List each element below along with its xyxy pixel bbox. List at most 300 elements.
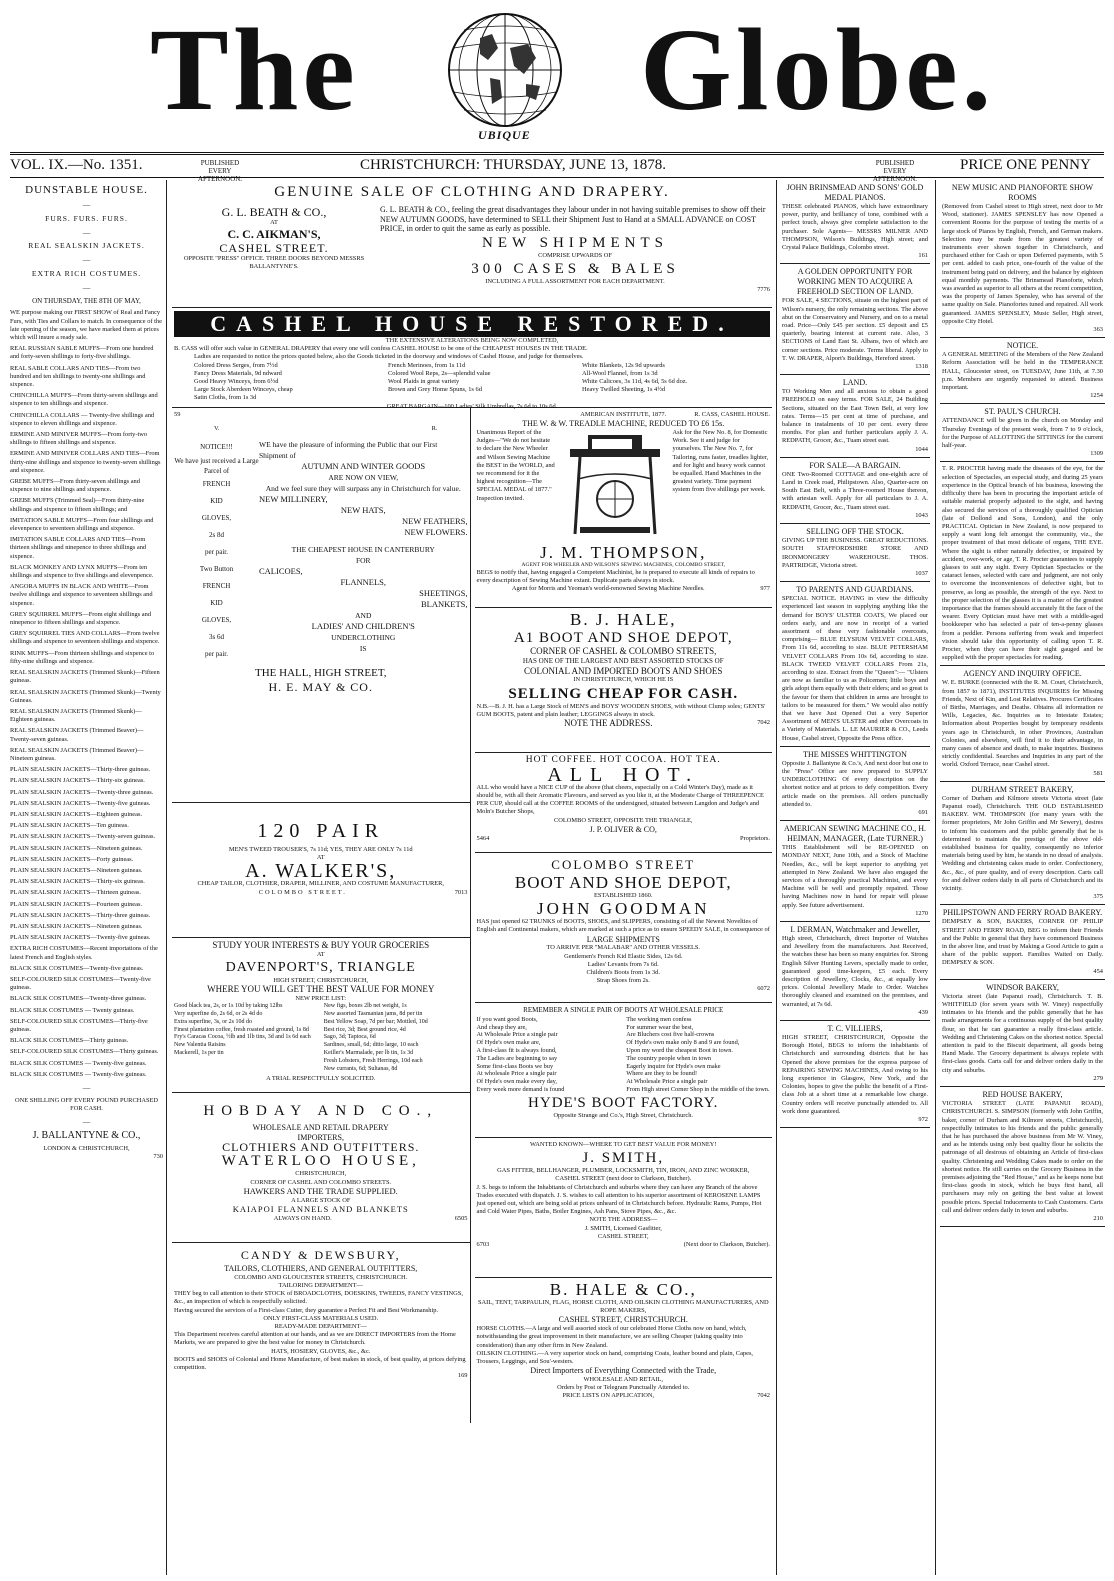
list-item: New Valentia Raisins [174,1042,226,1049]
cashel-list-right [582,362,770,403]
smith-sign: J. SMITH, Licensed Gasfitter, [584,1224,662,1232]
hyde-head: REMEMBER A SINGLE PAIR OF BOOTS AT WHOLESALE PRICE [523,1006,724,1014]
list-item: Best Yellow Soap, 7d per bar; Mottled, 10d [323,1018,428,1025]
list-item: New figs, boxes 2lb net weight, 1s [323,1003,407,1010]
list-item: GREY SQUIRREL TIES AND COLLARS—From twelve shillings and sixpence to seventeen shillings and sixpence. [10,630,160,646]
published-note-left: PUBLISHED EVERY AFTERNOON. [197,159,243,183]
list-item: IMITATION SABLE COLLARS AND TIES—From thirteen shillings and ninepence to three shillings and sixpence. [10,536,147,560]
hale-has: HAS ONE OF THE LARGEST AND BEST ASSORTED STOCKS OF [522,656,724,665]
advert-heading: I. DERMAN, Watchmaker and Jeweller, [790,925,920,935]
advert-body: THESE celebrated PIANOS, which have extraordinary power, purity, and brilliancy of tone, combined with a perfect touch, always give complete satisfaction to the purchaser. Sole Agents— MESSRS MILNER AND THOMPSON, Wilson's Buildings, High street; and Crystal Palace Buildings, Colombo street. [782,203,928,252]
hobday-stock: A LARGE STOCK OF [291,1196,351,1204]
list-item: PLAIN SEALSKIN JACKETS—Twenty-five guineas. [10,799,151,807]
list-item: Good Heavy Winceys, from 6½d [194,378,279,386]
advert-heading: AMERICAN SEWING MACHINE CO., H. HEIMAN, MANAGER, (Late TURNER.) [784,824,926,844]
bhale-firm: B. HALE & CO., [549,1280,697,1299]
intro-text: WE purpose making our FIRST SHOW of Real and Fancy Furs, with Ties and Collars to match. In consequence of the late opening of the season, we have marked them at prices which will insure a ready sale. [10,309,162,341]
classified-advert [780,922,930,1021]
goodman-est: ESTABLISHED 1860. [594,892,653,899]
list-item: BLACK SILK COSTUMES—Twenty-three guineas. [10,995,147,1003]
list-item: ANGORA MUFFS IN BLACK AND WHITE—From twelve shillings and sixpence to seventeen shillings and sixpence. [10,583,153,607]
davenport-list-right [324,1003,468,1073]
cashel-sub: THE EXTENSIVE ALTERATIONS BEING NOW COMPLETED, [385,337,559,344]
goodman-body: HAS just opened 62 TRUNKS of BOOTS, SHOES, and SLIPPERS, consisting of all the Newest Novelties of English and Continental makers, which are marked at such a price as to ensure SPEEDY SALE, in consequence of [476,918,770,934]
may-underclothing: UNDERCLOTHING [331,633,396,643]
advert-body: SPECIAL NOTICE. HAVING in view the difficulty experienced last season in supplying anything like the demand for BOYS' ULSTER COATS, We placed our orders early, and are now in receipt of a varied assortment of these very fashionable overcoats, comprising— BLUE ELYSIUM VELVET COLLARS, From 11s 6d, according to size. BLUE PETERSHAM VELVET COLLARS From 10s 6d, according to size. BLACK TWEED VELVET COLLARS From 21s, according to size. Extract from the "Queen":— "Ulsters are now as familiar to us as Policemen; little boys and girls adopt them equally with their elders; and so great is the favour for them that children in arms are brought to tailors to be measured for them." We would also notify that we have Just Opened Out a very Superior Assortment of MEN'S ULSTER and other Overcoats in a Variety of Materials. L. LE MAURIER & CO., Leeds House, Cashel street, Opposite the Press office. [782,595,928,742]
may-pleasure: WE have the pleasure of informing the Public that our First Shipment of [259,440,438,461]
cashel-list-left [194,362,382,403]
advert-number: 1318 [915,363,928,371]
firm-place: LONDON & CHRISTCHURCH, [43,1144,130,1152]
candy-only: ONLY FIRST-CLASS MATERIALS USED. [263,1314,379,1322]
hale-firm: B. J. HALE, [569,610,677,629]
advert-number: 581 [1093,769,1103,777]
candy-body-2: Having secured the services of a First-class Cutter, they guarantee a Perfect Fit and Best Workmanship. [174,1306,439,1314]
hobday-kaiapoi: KAIAPOI FLANNELS AND BLANKETS [232,1203,409,1214]
advert-number: 1254 [1090,392,1103,400]
list-item: For summer wear the best, [626,1023,694,1031]
may-gloves: GLOVES, [201,514,232,523]
may-for: FOR [355,556,371,566]
hyde-verse-left [477,1016,621,1094]
advert-body: Corner of Durham and Kilmore streets Victoria street (late Papanui road), Christchurch. THE OLD ESTABLISHED BAKERY. WM. THOMPSON (for many years with the former proprietors, Mr John Griffin and Mr Sewery), desires to inform his customers and the public generally that he is determined to maintain the prestige of the above old-established business for quality, consequently no inferior materials being used by him, he stands in no dread of analysis. Wedding and christening cakes made to order. Confectionery, &c., &c., of pure quality, and of every description. Carts call for and deliver orders daily in all parts of Christchurch and its vicinity. [942,794,1103,893]
jackets-heading: REAL SEALSKIN JACKETS. [28,241,145,251]
advert-number: 5464 [476,834,490,842]
opening-date: ON THURSDAY, THE 8TH OF MAY, [32,296,141,305]
column-center [172,180,772,1575]
advert-heading: LAND. [842,378,868,388]
classified-advert [940,338,1105,404]
walker-at: AT [316,854,325,862]
column-rule [166,180,167,1575]
list-item: REAL SEALSKIN JACKETS (Trimmed Skunk)—Fifteen guineas. [10,669,160,685]
list-item: If you want good Boots, [476,1015,538,1023]
advert-number: 59 [174,410,181,418]
classified-advert [940,180,1105,338]
list-item: BLACK SILK COSTUMES—Thirty guineas. [10,1037,129,1045]
advert-number: 1044 [915,445,928,453]
goodman-goods [477,953,771,986]
cashel-ladies: Ladies are requested to notice the prices quoted below, also the Goods ticketed in the doorway and windows of Cashel House, and judge for themselves. [194,353,584,361]
advert-body: Opposite J. Ballantyne & Co.'s, And next door but one to the "Press" Office are now prepared to SUPPLY UNDERCLOTHING Of every description on the shortest notice and at prices to defy competition. Every article made on the premises. All orders punctually attended to. [782,759,928,808]
may-view: ARE NOW ON VIEW, [328,473,399,483]
list-item: Upon my word the cheapest Boot in town. [626,1046,733,1054]
advert-number: 454 [1093,967,1103,975]
may-ladies: LADIES' AND CHILDREN'S [311,621,415,632]
advert-number: 730 [153,1153,163,1161]
list-item: GREBE MUFFS (Trimmed Seal)—From thirty-nine shillings and sixpence to fifteen shillings; and [10,497,145,513]
advert-heading: JOHN BRINSMEAD AND SONS' GOLD MEDAL PIANOS. [786,183,924,202]
list-item: And cheap they are, [476,1023,527,1031]
bhale-body-1: HORSE CLOTHS.—A large and well assorted stock of our celebrated Horse Cloths now on hand, which, notwithstanding the great improvement in their manufacture, we are selling Cheaper (taking quality into consideration) than any other firm in New Zealand. [476,1325,747,1349]
candy-ready: READY-MADE DEPARTMENT— [274,1323,367,1331]
list-item: New currants, 6d; Sultanas, 8d [323,1065,398,1072]
list-item: At Wholesale Price a single pair [626,1078,708,1086]
may-two-button: Two Button [199,565,234,574]
goodman-head-2: BOOT AND SHOE DEPOT, [514,873,732,892]
hale-colonial: COLONIAL AND IMPORTED BOOTS AND SHOES [524,665,723,676]
list-item: REAL SEALSKIN JACKETS (Trimmed Beaver)—Nineteen guineas. [10,746,144,762]
advert-body: THIS Establishment will be RE-OPENED on MONDAY NEXT, June 10th, and a Stock of Machine Needles, &c., will be kept superior to anything yet attempted in New Zealand. We have also engaged the services of a thoroughly practical Machinist, and every Machine will be well and promptly repaired. Those having Machines now in hand for repair will please apply. See future advertisement. [782,844,928,909]
may-sheetings: SHEETINGS, [419,588,468,599]
hobday-clothiers: CLOTHIERS AND OUTFITTERS. [222,1139,420,1154]
may-flowers: NEW FLOWERS. [404,527,468,538]
advert-hyde [475,1003,773,1138]
list-item: Colored Dress Serges, from 7½d [194,361,278,369]
list-item: Good black tea, 2s, or 1s 10d by taking 12lbs [174,1003,283,1010]
advert-number: 7776 [757,286,770,294]
list-item: PLAIN SEALSKIN JACKETS—Twenty-three guineas. [10,788,154,796]
smith-street: CASHEL STREET, [597,1232,649,1240]
list-item: From High street Corner Shop in the middle of the town. [626,1085,770,1093]
advert-walker [172,803,470,938]
list-item: EXTRA RICH COSTUMES—Recent importations of the latest French and English styles. [10,945,158,961]
column-four [780,180,930,1575]
thompson-firm: J. M. THOMPSON, [540,543,707,562]
advert-body: GIVING UP THE BUSINESS. GREAT REDUCTIONS. SOUTH STAFFORDSHIRE STORE AND IRONMONGERY WAREHOUSE. THOS. PARTRIDGE, Victoria street. [782,537,928,569]
list-item: Large Stock Aberdeen Winceys, cheap [194,386,293,394]
davenport-where: WHERE YOU WILL GET THE BEST VALUE FOR MONEY [207,984,435,995]
list-item: Children's Boots from 1s 3d. [586,969,660,977]
hobday-type: WHOLESALE AND RETAIL DRAPERY [252,1123,389,1132]
advert-heading: FOR SALE—A BARGAIN. [809,460,901,470]
classified-advert [940,462,1105,666]
candy-boots: BOOTS and SHOES of Colonial and Home Manufacture, of best makes in stock, of best quality, at prices defying competition. [174,1355,466,1372]
davenport-list-left [174,1003,318,1073]
advert-number: 1037 [915,569,928,577]
smith-body: J. S. begs to inform the Inhabitants of Christchurch and suburbs where they can have any Branch of the above Trades executed with dispatch. J. S. wishes to call attention to his superior assortment of KEROSENE LAMPS just opened out, which are being sold at prices unheard of in Christchurch before. Hydraulic Rams, Pumps, Hot and Cold Water Pipes, Baths, Boiler Engines, Ash Pans, Stove Pipes, &c., &c. [476,1183,762,1216]
classified-advert [940,782,1105,906]
list-item: PLAIN SEALSKIN JACKETS—Thirty-six guineas. [10,777,145,785]
list-item: PLAIN SEALSKIN JACKETS—Ten guineas. [10,822,129,830]
list-item: SELF-COLOURED SILK COSTUMES—Thirty guineas. [10,1048,159,1056]
smith-trade: GAS FITTER, BELLHANGER, PLUMBER, LOCKSMITH, TIN, IRON, AND ZINC WORKER, [497,1167,750,1175]
center-right-half [471,408,773,1423]
beath-body: G. L. BEATH & CO., feeling the great disadvantages they labour under in not having suitable premises to show off their NEW AUTUMN GOODS, have determined to SELL their Shipment Just to Hand at a SMALL ADVANCE on COST PRICE, in order to quit the same as early as possible. [380,205,766,234]
advert-davenport [172,938,470,1093]
cashel-body: B. CASS will offer such value in GENERAL DRAPERY that every one will confess CASHEL HOUSE to be one of the CHEAPEST HOUSES IN THE TRADE. [174,345,588,353]
list-item: French Merinoes, from 1s 11d [388,361,466,369]
advert-body: HIGH STREET, CHRISTCHURCH, Opposite the Borough Hotel, BEGS to inform the inhabitants of Christchurch and surrounding districts that he has Opened the above premises for the express purpose of REPAIRING SEWING MACHINES, And owing to his long experience in Glasgow, New York, and the Colonies, hopes to give the public the benefit of a First-class Job at a short time at a remarkable low charge. Country orders will receive punctually attended to. All work done guaranteed. [782,1034,928,1115]
may-received: We have just received a Large Parcel of [174,457,259,476]
may-kid: KID [210,497,223,506]
classified-advert [940,666,1105,781]
list-item: RINK MUFFS—From thirteen shillings and sixpence to fifty-nine shillings and sixpence. [10,649,155,665]
list-item: Fresh Lobsters, Fresh Herrings, 10d each [323,1057,423,1064]
smith-address: CASHEL STREET (next door to Clarkson, Butcher). [555,1175,692,1183]
list-item: Wool Plaids in great variety [388,378,460,386]
advert-number: 7013 [454,888,468,896]
list-item: Heavy Twilled Sheeting, 1s 4½d [582,386,666,394]
thompson-info: Ask for the New No. 8, for Domestic Work. See it and judge for yourselves. The New No. 7, for Tailoring, runs faster, treadles lighter, and for light and heavy work cannot be equalled. Hand Machines in the greatest variety. Time payment system from five shillings per week. [672,429,769,494]
advert-thompson [475,408,773,608]
classified-advert [780,747,930,821]
candy-body-3: This Department receives careful attention at our hands, and as we are DIRECT IMPORTERS from the Home Markets, we are prepared to give the best value for money in Christchurch. [174,1331,456,1347]
may-price-2: 3s 6d [209,633,224,642]
costumes-heading: EXTRA RICH COSTUMES. [31,268,142,278]
column-rule [776,180,777,1575]
advert-number: 169 [457,1372,468,1380]
may-millinery: NEW MILLINERY, [259,494,328,505]
classified-advert [780,524,930,582]
list-item: Are Bluchers cost five half-crowns [626,1031,715,1039]
goodman-firm: JOHN GOODMAN [537,899,710,919]
smith-firm: J. SMITH, [582,1150,665,1167]
list-item: PLAIN SEALSKIN JACKETS—Twenty-five guineas. [10,934,151,942]
list-item: BLACK SILK COSTUMES — Twenty-five guineas. [10,1059,147,1067]
may-per-pair-2: per pair. [205,650,228,659]
masthead-title-right: Globe. [640,4,996,135]
list-item: A first-class fit is always found, [476,1046,557,1054]
list-item: All-Wool Flannel, from 1s 3d [582,369,658,377]
davenport-head: STUDY YOUR INTERESTS & BUY YOUR GROCERIES [212,940,430,950]
list-item: Every week more demand is found [476,1085,565,1093]
oliver-firm: J. P. OLIVER & CO, [589,824,657,834]
list-item: IMITATION SABLE MUFFS—From four shillings and elevenpence to seventeen shillings and sixpence. [10,516,154,533]
cashel-list-middle [388,362,576,403]
advert-heading: NEW MUSIC AND PIANOFORTE SHOW ROOMS [951,183,1094,202]
advert-body: ATTENDANCE will be given in the church on Monday and Thursday Evenings of the present week, from 7 to 9 o'clock, for the Purpose of ALLOTTING the SITTINGS for the current half-year. [942,417,1103,450]
bhale-prices: PRICE LISTS ON APPLICATION, [562,1392,655,1400]
list-item: Fry's Caracas Cocoa, ½lb and 1lb tins, 3d and 1s 6d each [174,1034,311,1041]
advert-number: 6703 [476,1241,490,1249]
classified-advert [940,1087,1105,1227]
bhale-address: CASHEL STREET, CHRISTCHURCH. [558,1315,688,1325]
advert-number: 1043 [915,511,928,519]
column-five [940,180,1105,1575]
list-item: PLAIN SEALSKIN JACKETS—Thirteen guineas. [10,889,141,897]
list-item: PLAIN SEALSKIN JACKETS—Thirty-three guineas. [10,911,151,919]
advert-beath [172,180,772,308]
davenport-trial: A TRIAL RESPECTFULLY SOLICITED. [266,1075,376,1083]
furs-heading: FURS. FURS. FURS. [45,213,128,223]
list-item: Very superfine do, 2s 6d, or 2s 4d do [174,1011,263,1017]
list-item: Strap Shoes from 2s. [596,977,650,985]
list-item: REAL RUSSIAN SABLE MUFFS—From one hundred and forty-seven shillings to forty-five shillings. [10,345,154,361]
oliver-drinks: HOT COFFEE. HOT COCOA. HOT TEA. [525,755,721,765]
may-firm: H. E. MAY & CO. [268,680,373,694]
hale-note: NOTE THE ADDRESS. [563,718,653,728]
advert-b-j-hale [475,608,773,753]
masthead-motto: UBIQUE [478,128,531,142]
candy-hats: HATS, HOSIERY, GLOVES, &c., &c. [271,1347,371,1355]
hyde-firm: HYDE'S BOOT FACTORY. [528,1094,719,1111]
may-blankets: BLANKETS, [420,599,468,610]
advert-heading: RED HOUSE BAKERY, [982,1090,1063,1100]
beath-firm: G. L. BEATH & CO., [221,205,327,219]
hobday-firm: HOBDAY AND CO., [203,1103,439,1119]
list-item: BLACK MONKEY AND LYNX MUFFS—From ten shillings and sixpence to five shillings and elevenpence. [10,563,154,580]
oliver-body: ALL who would have a NICE CUP of the above (that cheers, especially on a Cold Winter's Day), made as it should be, with all their Aromatic Flavours, and served as you like it, at the Moderate Charge of THREEPENCE PER CUP, should call at the COFFEE ROOMS of the undersigned, situated between Langdon and Judge's and Moln's Butcher Shops, [476,783,764,816]
advert-body: (Removed from Cashel street to High street, next door to Mr Wood, stationer). JAMES SPENSLEY has now Opened a convenient Rooms for the purpose of testing the merits of a large stock of Pianos by English, French, and German makers. Selection may be made from the greatest variety of instruments ever shown together in Christchurch, and purchased either for Cash or upon Deferred payments, with 5 per cent. added to cash price, one-fourth of the value of the instrument being paid on delivery, and the balance by eighteen equal monthly payments. The Brinsmead Pianoforte, which was awarded as superior to all others at the recent competition, was the property of James Spensley, who has several of the same quality on Sale. Pianofortes tuned and repaired. All work guaranteed. JAMES SPENSLEY, Music Seller, High street, opposite City Hotel. [942,203,1103,325]
walker-firm: A. WALKER'S, [245,860,397,883]
list-item: GREY SQUIRREL MUFFS—From eight shillings and ninepence to fifteen shillings and sixpence. [10,610,152,627]
advert-smith [475,1138,773,1278]
list-item: Keiller's Marmalade, per lb tin, 1s 3d [323,1049,414,1056]
advert-body: DEMPSEY & SON, BAKERS, CORNER OF PHILIP STREET AND FERRY ROAD, BEG to inform their Friends and the Public in general that they have commenced Business in the above line, and trust by Making a Good Article to gain a share of the public support. Families Waited on Daily. DEMPSEY & SON. [942,918,1103,967]
classified-advert [780,458,930,524]
may-notice: NOTICE!!! [200,443,233,452]
davenport-list-title: NEW PRICE LIST: [295,995,347,1002]
advert-goodman [475,853,773,1003]
may-flannels: FLANNELS, [340,577,387,588]
beath-opposite: OPPOSITE "PRESS" OFFICE. THREE DOORS BEYOND MESSRS BALLANTYNE'S. [183,255,365,271]
advert-heading: AGENCY AND INQUIRY OFFICE. [963,669,1082,679]
price: PRICE ONE PENNY [960,157,1091,173]
thompson-head-1: AMERICAN INSTITUTE, 1877. [580,411,667,418]
advert-heading: A GOLDEN OPPORTUNITY FOR WORKING MEN TO ACQUIRE A FREEHOLD SECTION OF LAND. [797,267,913,297]
advert-heading: T. C. VILLIERS, [827,1024,883,1034]
advert-number: 977 [760,585,770,593]
list-item: REAL SEALSKIN JACKETS (Trimmed Skunk)—Eighteen guineas. [10,707,142,724]
advert-body: High street, Christchurch, direct Importer of Watches and Jewellery from the manufacturers. Just Received, the watches these has been so many enquiries for. Strong English Silver Hunting Levers, specially made to order, guaranteed good time-keepers, £5 each. Every description of Jewellery, Clocks, &c., at equally low prices. Colonial Jewellery Made to Order. Watches thoroughly cleaned and examined on the premises, and warranted, at 7s 6d. [782,935,928,1008]
list-item: PLAIN SEALSKIN JACKETS—Nineteen guineas. [10,922,143,930]
list-item: REAL SABLE COLLARS AND TIES—From two hundred and ten shillings to twenty-one shillings and sixpence. [10,364,146,388]
advert-h-e-may [172,408,470,803]
list-item: At Wholesale Price a single pair [476,1031,558,1039]
thompson-agent-2: Agent for Morris and Yeoman's world-renowned Sewing Machine Needles. [511,585,705,593]
davenport-address: HIGH STREET, CHRISTCHURCH, [273,977,369,984]
bhale-body-2: OILSKIN CLOTHING.—A very superior stock on hand, comprising Coats, leather bound and plain, Capes, Trousers, Leggings, and Sou'-westers. [476,1349,754,1366]
advert-heading: SELLING OFF THE STOCK. [806,527,904,537]
advert-heading: PHILIPSTOWN AND FERRY ROAD BAKERY. [942,908,1103,918]
advert-number: 1270 [915,909,928,917]
may-french-2: FRENCH [202,582,231,591]
may-r: R. [431,425,438,432]
hale-selling: SELLING CHEAP FOR CASH. [508,685,739,702]
thompson-agent: AGENT FOR WHEELER AND WILSON'S SEWING MACHINES, COLOMBO STREET, [521,562,725,568]
may-and: AND [355,611,372,621]
list-item: PLAIN SEALSKIN JACKETS—Nineteen guineas. [10,866,143,874]
thompson-body: BEGS to notify that, having engaged a Competent Machinist, he is prepared to execute all kinds of repairs to every description of Sewing Machine extant. Duplicate parts always in stock. [476,569,755,585]
advert-body: VICTORIA STREET (LATE PAPANUI ROAD), CHRISTCHURCH. S. SIMPSON (formerly with John Griffin, baker, corner of Durham and Kilmore streets, Christchurch), respectfully intimates to his friends and the public generally that he has purchased the above business from Mr W. Viney, and as he intends using only best quality flour he solicits the patronage of all desirous of obtaining an Article of first-class quality. Christening and Wedding Cakes made to order on the shortest notice. He still carries on the Grocery Business in the premises adjoining the "Red House," and as he keeps none but first-class goods in stock, which he buys first hand, all purchasers may rely on getting the best value at lowest possible prices. Special Inducements to Cash Customers. Carts call and deliver orders daily in town and suburbs. [942,1100,1103,1214]
list-item: SELF-COLOURED SILK COSTUMES—Thirty-five guineas. [10,1017,148,1033]
beath-including: INCLUDING A FULL ASSORTMENT FOR EACH DEPARTMENT. [485,277,665,285]
hale-nb: N.B.—B. J. H. has a Large Stock of MEN'S and BOYS' WOODEN SHOES, with without Clump soles; GENTS' GUM BOOTS, patent and plain leather; LEGGINGS always in stock. [476,702,766,718]
may-feathers: NEW FEATHERS, [402,516,468,527]
list-item: Sago, 3d; Tapioca, 6d [323,1034,376,1041]
list-item: The Ladies are beginning to say [476,1054,558,1062]
hale-in: IN CHRISTCHURCH, WHICH HE IS [573,676,674,684]
list-item: CHINCHILLA COLLARS — Twenty-five shillings and sixpence to eleven shillings and sixpence. [10,411,155,427]
discount-note: ONE SHILLING OFF EVERY POUND PURCHASED FOR CASH. [14,1096,159,1113]
list-item: Where are they to be found! [626,1070,698,1078]
list-item: ERMINE AND MINIVER MUFFS—From forty-two shillings to fifteen shillings and sixpence. [10,431,148,447]
list-item: White Blankets, 12s 9d upwards [582,361,665,369]
advert-oliver [475,753,773,853]
may-calicoes: CALICOES, [259,566,303,577]
list-item: Of Hyde's own make only 8 and 9 are found, [626,1039,740,1047]
bhale-orders: Orders by Post or Telegram Punctually Attended to. [557,1384,690,1392]
walker-head: 120 PAIR [257,820,385,842]
beath-comprise: COMPRISE UPWARDS OF [538,251,612,259]
list-item: Of Hyde's own make are, [476,1039,541,1047]
list-item: New assorted Tasmanian jams, 8d per tin [323,1011,423,1017]
advert-number: 6072 [757,985,770,993]
advert-body: W. E. BURKE (connected with the R. M. Court, Christchurch, from 1857 to 1871), INSTITUTES INQUIRIES for Missing Friends, Next of Kin, and Lost Relatives. Procures Certificates of Births, Marriages, and Deaths. Obtains all information re Wills, Legacies, &c. Inquiries as to Intestate Estates; Information about Properties bought by temporary residents years ago in Christchurch, in other Provinces, Australian Colonies, and elsewhere, will find it to their advantage, in many cases of absence and death, to make inquiries. Business strictly confidential. Searches and Inquiries in any part of the world. Oxford Terrace, near Cashel street. [942,679,1103,769]
sewing-machine-icon [560,429,670,544]
list-item: Finest plantation coffee, fresh roasted and ground, 1s 8d [174,1026,309,1033]
thompson-report: Unanimous Report of the Judges—"We do not hesitate to declare the New Wheeler and Wilson Sewing Machine the BEST in the WORLD, and we recommend for it the highest recognition—The SPECIAL MEDAL of 1877." Inspection invited. [476,429,555,502]
list-item: Satin Cloths, from 1s 3d [194,394,257,402]
smith-next: (Next door to Clarkson, Butcher). [683,1241,770,1249]
advert-number: 161 [918,252,928,260]
classified-advert [940,404,1105,462]
bhale-trade: SAIL, TENT, TARPAULIN, FLAG, HORSE CLOTH, AND OILSKIN CLOTHING MANUFACTURERS, AND ROPE MAKERS, [477,1299,769,1315]
list-item: The working men confess [626,1015,692,1023]
fur-price-list [10,345,163,1079]
oliver-prop: Proprietors. [740,834,770,842]
davenport-at: AT [316,950,325,958]
masthead [0,0,1114,150]
candy-address: COLOMBO AND GLOUCESTER STREETS, CHRISTCHURCH. [234,1273,408,1281]
advert-number: 363 [1093,326,1103,334]
advert-number: 210 [1093,1214,1103,1222]
advert-body: A GENERAL MEETING of the Members of the New Zealand Reform Association will be held in the TEMPERANCE HALL, Gloucester street, on TUESDAY, June 11th, at 7.30 p.m. Members are urgently requested to attend. Business important. [942,351,1103,392]
classified-advert [780,375,930,458]
oliver-address: COLOMBO STREET, OPPOSITE THE TRIANGLE, [554,816,693,824]
hale-depot: A1 BOOT AND SHOE DEPOT, [513,630,733,646]
advert-candy-dewsbury [172,1243,470,1393]
bhale-wholesale: WHOLESALE AND RETAIL, [583,1376,664,1384]
list-item: The country people when in town [626,1054,712,1062]
advert-hobday [172,1093,470,1243]
goodman-arrive: TO ARRIVE PER "MALABAR" AND OTHER VESSELS. [546,944,701,952]
list-item: Sardines, small, 6d; ditto large, 10 each [323,1042,419,1049]
hobday-corner: CORNER OF CASHEL AND COLOMBO STREETS. [250,1178,392,1186]
hobday-importers: IMPORTERS, [297,1132,344,1142]
advert-body: T. R. PROCTER having made the diseases of the eye, for the selection of Spectacles, an especial study, and during 25 years experience in the Optical branch of his business, knowing the difficulty there has been in procuring the important article of suitable material properly adjusted to the sight, and having also secured the services of a thoroughly qualified Optician (late of Dollond and Sons, London), and the only PRACTICAL Optician in New Zealand, is now prepared to supply a want long felt amongst the community, viz., the proper treatment of that most delicate of organs, THE EYE. Where the sight is either naturally defective, or impaired by accident, over-work, or age, T. R. Procter guarantees to supply glasses to suit any sight. Every Optician Spectacles or the cataract lenses, selected with care and judgment, are not only to overcome the inconveniences of defective sight, but to preserve, as long as possible, the strength of the eye. Next to the proper selection of the glasses it is a matter of the greatest importance that the frames should accurately fit the face of the wearer. Every Optician must have met with a middle-aged bookkeeper who has selected a pair of ten-a-penny glasses from a peddler. Persons suffering from weak and imperfect vision should take this opportunity of calling upon T. R. Procter, when they can have their sight gauged and be supplied with the proper spectacles for reading. [942,465,1103,662]
list-item: White Calicoes, 3s 11d, 4s 6d, 5s 6d doz. [582,378,688,386]
list-item: Extra superfine, 3s, or 2s 10d do [174,1018,252,1025]
classified-advert [780,180,930,264]
candy-body-1: THEY beg to call attention to their STOCK of BROADCLOTHS, DOESKINS, TWEEDS, FANCY VESTINGS, &c., an inspection of which is respectfully solicited. [174,1290,463,1306]
center-left-half [172,408,471,1423]
volume-number: VOL. IX.—No. 1351. [10,157,143,173]
classified-advert [940,980,1105,1087]
list-item: Fancy Dress Materials, 9d ndward [194,369,282,377]
column-rule [935,180,936,1575]
advert-body: ONE Two-Roomed COTTAGE and one-eighth acre of Land in Creek road, Philipstown. Also, Quarter-acre on South East Belt, with a Three-roomed House thereon, with artesian well. Apply for all particulars to J. A. REDPATH, Grocer, &c., Tuam street east. [782,470,928,511]
list-item: BLACK SILK COSTUMES — Twenty-five guineas. [10,1070,147,1078]
candy-dept: TAILORING DEPARTMENT— [278,1282,363,1289]
list-item: BLACK SILK COSTUMES—Twenty-five guineas. [10,964,144,972]
classified-advert [780,1021,930,1128]
candy-trade: TAILORS, CLOTHIERS, AND GENERAL OUTFITTERS, [224,1264,418,1273]
walker-trade: CHEAP TAILOR, CLOTHIER, DRAPER, MILLINER, AND COSTUME MANUFACTURER, [197,880,444,888]
list-item: SELF-COLOURED SILK COSTUMES—Twenty-five guineas. [10,975,151,992]
advert-heading: ST. PAUL'S CHURCH. [984,407,1061,417]
may-gloves-2: GLOVES, [201,616,232,625]
may-price-1: 2s 8d [209,531,224,540]
list-item: PLAIN SEALSKIN JACKETS—Forty guineas. [10,855,134,863]
beath-street: CASHEL STREET. [219,241,329,256]
oliver-all-hot: ALL HOT. [547,763,700,786]
davenport-firm: DAVENPORT'S, TRIANGLE [225,960,416,975]
may-surpass: And we feel sure they will surpass any in Christchurch for value. [265,484,461,494]
cashel-bargain: GREAT BARGAIN—100 Ladies' Silk Umbrellas, 7s 6d to 10s 6d. [386,402,558,410]
advert-heading: THE MISSES WHITTINGTON [803,749,907,759]
advert-number: 1309 [1090,450,1103,458]
list-item: REAL SEALSKIN JACKETS (Trimmed Skunk)—Twenty Guineas. [10,688,161,704]
list-item: REAL SEALSKIN JACKETS (Trimmed Beaver)—Twenty-seven guineas. [10,727,144,743]
list-item: GREBE MUFFS—From thirty-seven shillings and sixpence to nine shillings and sixpence. [10,478,140,494]
advert-number: 375 [1093,893,1103,901]
list-item: At wholesale Price a single pair [476,1070,557,1078]
list-item: Gentlemen's French Kid Elastic Sides, 12s 6d. [564,952,683,960]
may-per-pair: per pair. [205,548,228,557]
advert-heading: NOTICE. [1006,341,1039,351]
